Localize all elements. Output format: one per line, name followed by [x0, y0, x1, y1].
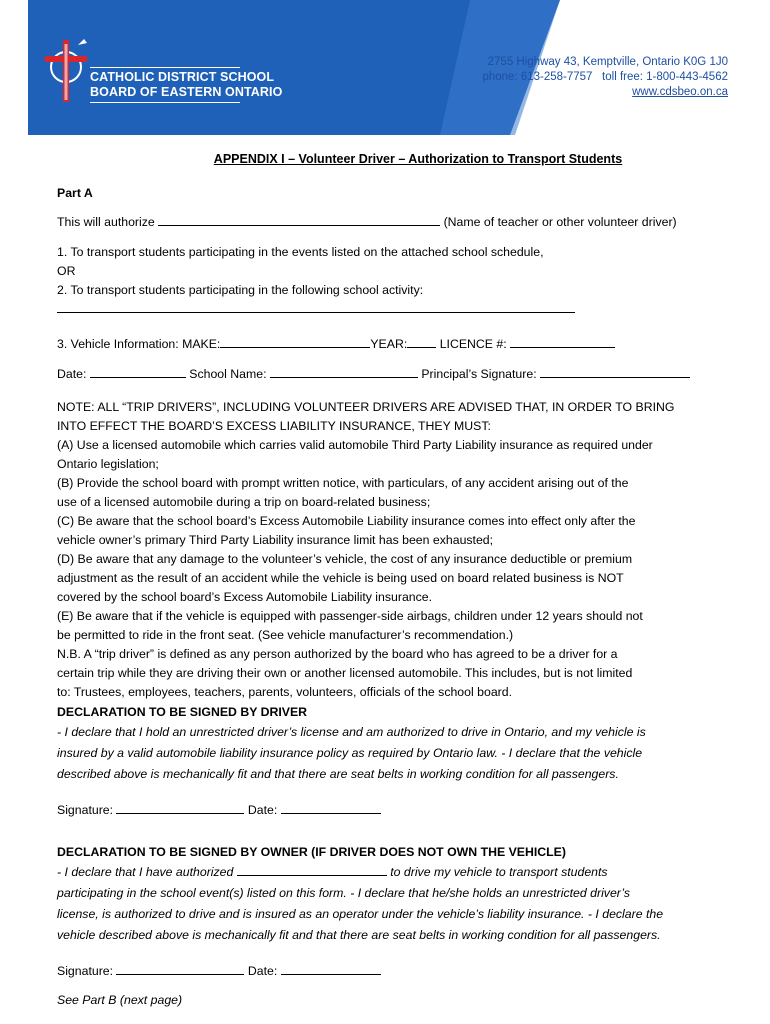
activity-field[interactable] — [57, 300, 575, 313]
page-title: APPENDIX I – Volunteer Driver – Authorization to Transport Students — [213, 152, 623, 166]
year-label: YEAR: — [370, 337, 408, 351]
owner-declaration-text: - I declare that I have authorized to drive my vehicle to transport students participating in the school event(s) listed on this form. - I declare that he/she holds an unrestricted driver’s license, is authorized to drive and is insured as an operator under the vehicle’s liability insurance. - I declare the vehicle described above is mechanically fit and that there are seat belts in working condition for all passengers. — [57, 865, 664, 942]
school-name-field[interactable] — [270, 365, 418, 378]
driver-signature-label: Signature: — [57, 803, 114, 817]
principal-signature-label: Principal’s Signature: — [421, 367, 537, 381]
phone: phone: 613-258-7757 — [482, 71, 593, 83]
form-body — [57, 150, 727, 1007]
owner-date-field[interactable] — [281, 962, 381, 975]
driver-declaration-heading: DECLARATION TO BE SIGNED BY DRIVER — [57, 705, 308, 719]
authorize-label: This will authorize — [57, 215, 155, 229]
item-1: 1. To transport students participating in the events listed on the attached school schedule, — [57, 245, 544, 259]
licence-label: LICENCE #: — [439, 337, 507, 351]
owner-signature-label: Signature: — [57, 964, 114, 978]
principal-signature-field[interactable] — [540, 365, 690, 378]
driver-date-field[interactable] — [281, 801, 381, 814]
owner-signature-row — [57, 962, 727, 981]
date-label: Date: — [57, 367, 87, 381]
contact-info — [482, 55, 728, 100]
see-part-b-note: See Part B (next page) — [57, 993, 183, 1007]
website-link[interactable]: www.cdsbeo.on.ca — [632, 86, 728, 98]
part-a-heading: Part A — [57, 186, 93, 200]
driver-name-caption: (Name of teacher or other volunteer driver) — [443, 215, 677, 229]
owner-declaration-heading: DECLARATION TO BE SIGNED BY OWNER (IF DRIVER DOES NOT OWN THE VEHICLE) — [57, 845, 566, 859]
licence-field[interactable] — [510, 335, 615, 348]
org-name-line2: BOARD OF EASTERN ONTARIO — [90, 85, 283, 99]
driver-signature-row — [57, 801, 727, 820]
authorize-row — [57, 213, 727, 232]
date-field[interactable] — [90, 365, 186, 378]
toll-free: toll free: 1-800-443-4562 — [602, 71, 728, 83]
address: 2755 Highway 43, Kemptville, Ontario K0G 1J0 — [487, 56, 728, 68]
vehicle-row — [57, 335, 727, 354]
insurance-note: NOTE: ALL “TRIP DRIVERS”, INCLUDING VOLUNTEER DRIVERS ARE ADVISED THAT, IN ORDER TO BRING INTO EFFECT THE BOARD’S EXCESS LIABILITY INSURANCE, THEY MUST: (A) Use a licensed automobile which carries valid automobile Third Party Liability insurance as required under Ontario legislation; (B) Provide the school board with prompt written notice, with particulars, of any accident arising out of the use of a licensed automobile during a trip on board-related business; (C) Be aware that the school board’s Excess Automobile Liability insurance comes into effect only after the vehicle owner’s primary Third Party Liability insurance limit has been exhausted; (D) Be aware that any damage to the volunteer’s vehicle, the cost of any insurance deductible or premium adjustment as the result of an accident while the vehicle is being used on board related business is NOT covered by the school board’s Excess Automobile Liability insurance. (E) Be aware that if the vehicle is equipped with passenger-side airbags, children under 12 years should not be permitted to ride in the front seat. (See vehicle manufacturer’s recommendation.) N.B. A “trip driver” is defined as any person authorized by the board who has agreed to be a driver for a certain trip while they are driving their own or another licensed automobile. This includes, but is not limited to: Trustees, employees, teachers, parents, volunteers, officials of the school board. — [57, 400, 675, 699]
make-label: 3. Vehicle Information: MAKE: — [57, 337, 221, 351]
year-field[interactable] — [407, 335, 436, 348]
driver-date-label: Date: — [247, 803, 278, 817]
letterhead — [0, 0, 770, 135]
school-name-label: School Name: — [189, 367, 267, 381]
driver-name-field[interactable] — [158, 213, 440, 226]
driver-declaration-text: - I declare that I hold an unrestricted driver’s license and am authorized to drive in Ontario, and my vehicle is insured by a valid automobile liability insurance policy as required by Ontario law. - I declare that the vehicle described above is mechanically fit and that there are seat belts in working condition for all passengers. — [57, 725, 646, 781]
organization-name — [90, 65, 282, 105]
item-2: 2. To transport students participating in the following school activity: — [57, 283, 424, 297]
make-field[interactable] — [220, 335, 370, 348]
org-name-line1: CATHOLIC DISTRICT SCHOOL — [90, 70, 275, 84]
authorized-driver-field[interactable] — [237, 863, 387, 876]
owner-signature-field[interactable] — [116, 962, 244, 975]
owner-date-label: Date: — [247, 964, 278, 978]
date-school-row — [57, 365, 727, 384]
driver-signature-field[interactable] — [116, 801, 244, 814]
or-label: OR — [57, 264, 76, 278]
